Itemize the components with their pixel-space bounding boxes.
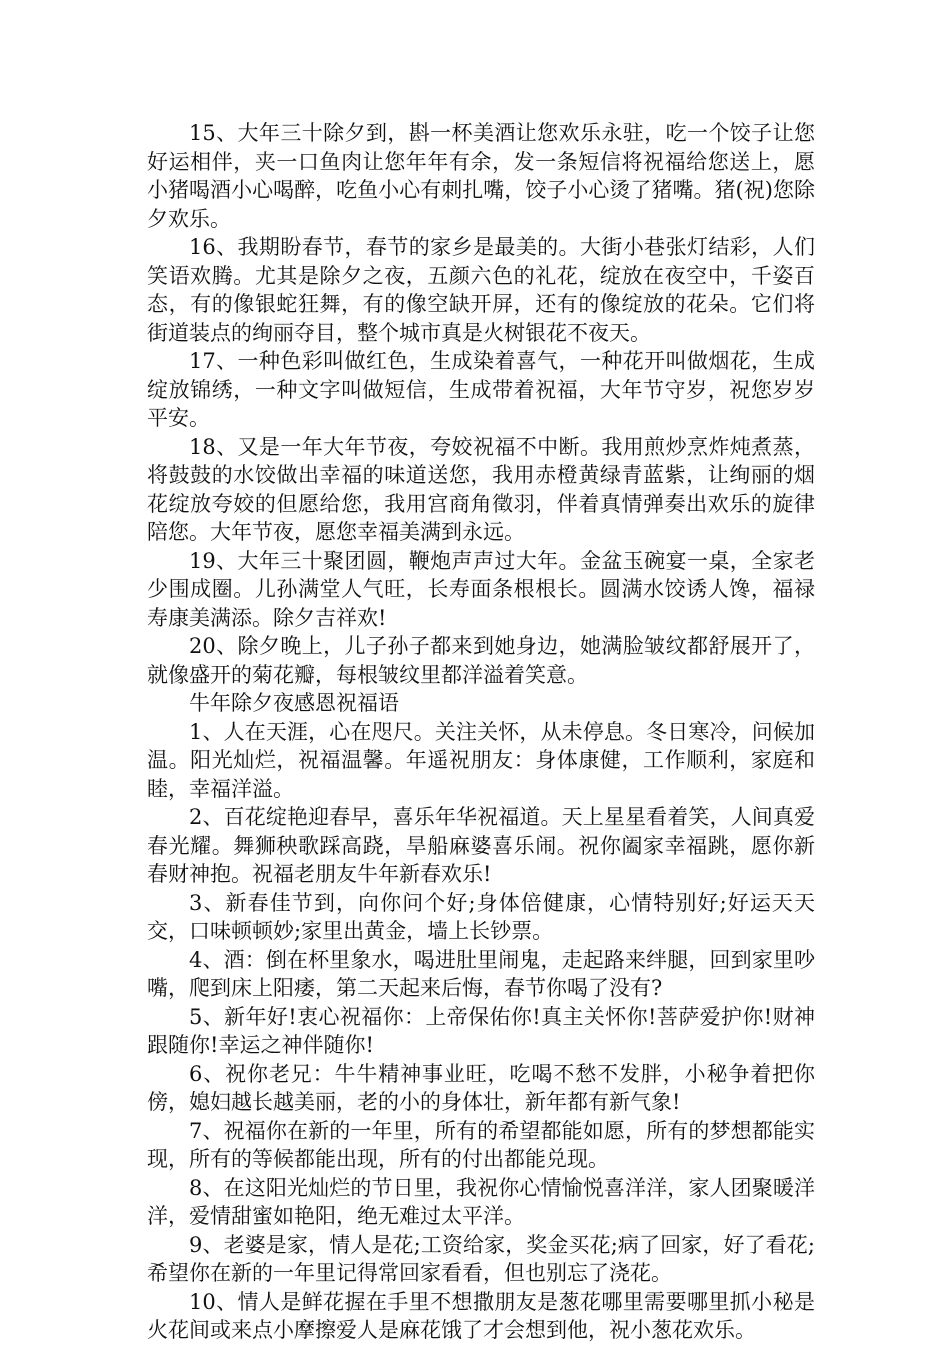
greeting-7: 7、祝福你在新的一年里，所有的希望都能如愿，所有的梦想都能实现，所有的等候都能出现，所有的付出都能兑现。 xyxy=(147,1118,815,1171)
greeting-3: 3、新春佳节到，向你问个好;身体倍健康，心情特别好;好运天天交，口味顿顿妙;家里出黄金，墙上长钞票。 xyxy=(147,890,815,943)
greeting-9: 9、老婆是家，情人是花;工资给家，奖金买花;病了回家，好了看花;希望你在新的一年里记得常回家看看，但也别忘了浇花。 xyxy=(147,1232,815,1285)
paragraph-16: 16、我期盼春节，春节的家乡是最美的。大街小巷张灯结彩，人们笑语欢腾。尤其是除夕之夜，五颜六色的礼花，绽放在夜空中，千姿百态，有的像银蛇狂舞，有的像空缺开屏，还有的像绽放的花朵。它们将街道装点的绚丽夺目，整个城市真是火树银花不夜天。 xyxy=(147,235,815,345)
document-page xyxy=(147,119,815,1345)
paragraph-17: 17、一种色彩叫做红色，生成染着喜气，一种花开叫做烟花，生成绽放锦绣，一种文字叫做短信，生成带着祝福，大年节守岁，祝您岁岁平安。 xyxy=(147,349,815,430)
paragraph-18: 18、又是一年大年节夜，夸姣祝福不中断。我用煎炒烹炸炖煮蒸，将鼓鼓的水饺做出幸福的味道送您，我用赤橙黄绿青蓝紫，让绚丽的烟花绽放夸姣的但愿给您，我用宫商角徵羽，伴着真情弹奏出欢乐的旋律陪您。大年节夜，愿您幸福美满到永远。 xyxy=(147,434,815,544)
greeting-10: 10、情人是鲜花握在手里不想撒朋友是葱花哪里需要哪里抓小秘是火花间或来点小摩擦爱人是麻花饿了才会想到他，祝小葱花欢乐。 xyxy=(147,1289,815,1342)
section-heading: 牛年除夕夜感恩祝福语 xyxy=(189,691,399,715)
greeting-5: 5、新年好!衷心祝福你：上帝保佑你!真主关怀你!菩萨爱护你!财神跟随你!幸运之神伴随你! xyxy=(147,1004,815,1057)
greeting-4: 4、酒：倒在杯里象水，喝进肚里闹鬼，走起路来绊腿，回到家里吵嘴，爬到床上阳痿，第二天起来后悔，春节你喝了没有? xyxy=(147,947,815,1000)
paragraph-20: 20、除夕晚上，儿子孙子都来到她身边，她满脸皱纹都舒展开了，就像盛开的菊花瓣，每根皱纹里都洋溢着笑意。 xyxy=(147,634,815,687)
greeting-6: 6、祝你老兄：牛牛精神事业旺，吃喝不愁不发胖，小秘争着把你傍，媳妇越长越美丽，老的小的身体壮，新年都有新气象! xyxy=(147,1061,815,1114)
greeting-2: 2、百花绽艳迎春早，喜乐年华祝福道。天上星星看着笑，人间真爱春光耀。舞狮秧歌踩高跷，旱船麻婆喜乐闹。祝你阖家幸福跳，愿你新春财神抱。祝福老朋友牛年新春欢乐! xyxy=(147,805,815,886)
greeting-8: 8、在这阳光灿烂的节日里，我祝你心情愉悦喜洋洋，家人团聚暖洋洋，爱情甜蜜如艳阳，绝无难过太平洋。 xyxy=(147,1175,815,1228)
greeting-1: 1、人在天涯，心在咫尺。关注关怀，从未停息。冬日寒冷，问候加温。阳光灿烂，祝福温馨。年遥祝朋友：身体康健，工作顺利，家庭和睦，幸福洋溢。 xyxy=(147,719,815,801)
paragraph-15: 15、大年三十除夕到，斟一杯美酒让您欢乐永驻，吃一个饺子让您好运相伴，夹一口鱼肉让您年年有余，发一条短信将祝福给您送上，愿小猪喝酒小心喝醉，吃鱼小心有刺扎嘴，饺子小心烫了猪嘴。猪(祝)您除夕欢乐。 xyxy=(147,121,815,231)
paragraph-19: 19、大年三十聚团圆，鞭炮声声过大年。金盆玉碗宴一桌，全家老少围成圈。儿孙满堂人气旺，长寿面条根根长。圆满水饺诱人馋，福禄寿康美满添。除夕吉祥欢! xyxy=(147,548,815,630)
